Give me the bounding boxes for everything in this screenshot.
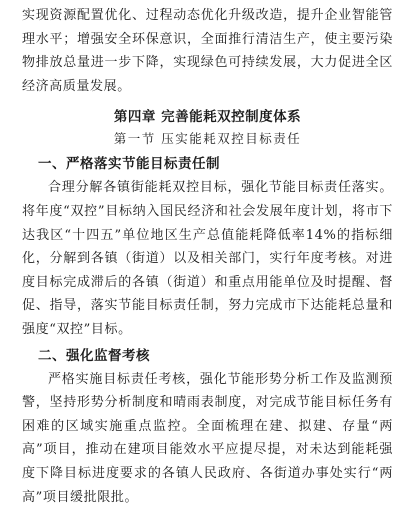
- section-title: 第一节 压实能耗双控目标责任: [113, 131, 302, 147]
- chapter-title: 第四章 完善能耗双控制度体系: [113, 109, 302, 126]
- heading-supervision-assessment: 二、强化监督考核: [38, 347, 150, 364]
- intro-paragraph: 实现资源配置优化、过程动态优化升级改造，提升企业智能管理水平；增强安全环保意识，全面推行清洁生产，使主要污染物排放总量进一步下降，实现绿色可持续发展，大力促进全区经济高质量发展。: [22, 8, 393, 94]
- paragraph-target-responsibility: 合理分解各镇街能耗双控目标，强化节能目标责任落实。将年度“双控”目标纳入国民经济和社会发展年度计划，将市下达我区“十四五”单位地区生产总值能耗降低率14%的指标细化，分解到各镇（街道）以及相关部门，实行年度考核。对进度目标完成滞后的各镇（街道）和重点用能单位及时提醒、督促、指导，落实节能目标责任制，努力完成市下达能耗总量和强度“双控”目标。: [22, 180, 393, 337]
- heading-target-responsibility: 一、严格落实节能目标责任制: [38, 156, 220, 173]
- paragraph-supervision-assessment: 严格实施目标责任考核，强化节能形势分析工作及监测预警，坚持形势分析制度和晴雨表制度，对完成节能目标任务有困难的区域实施重点监控。全面梳理在建、拟建、存量“两高”项目，推动在建项目能效水平应提尽提，对未达到能耗强度下降目标进度要求的各镇人民政府、各街道办事处实行“两高”项目缓批限批。: [22, 371, 393, 505]
